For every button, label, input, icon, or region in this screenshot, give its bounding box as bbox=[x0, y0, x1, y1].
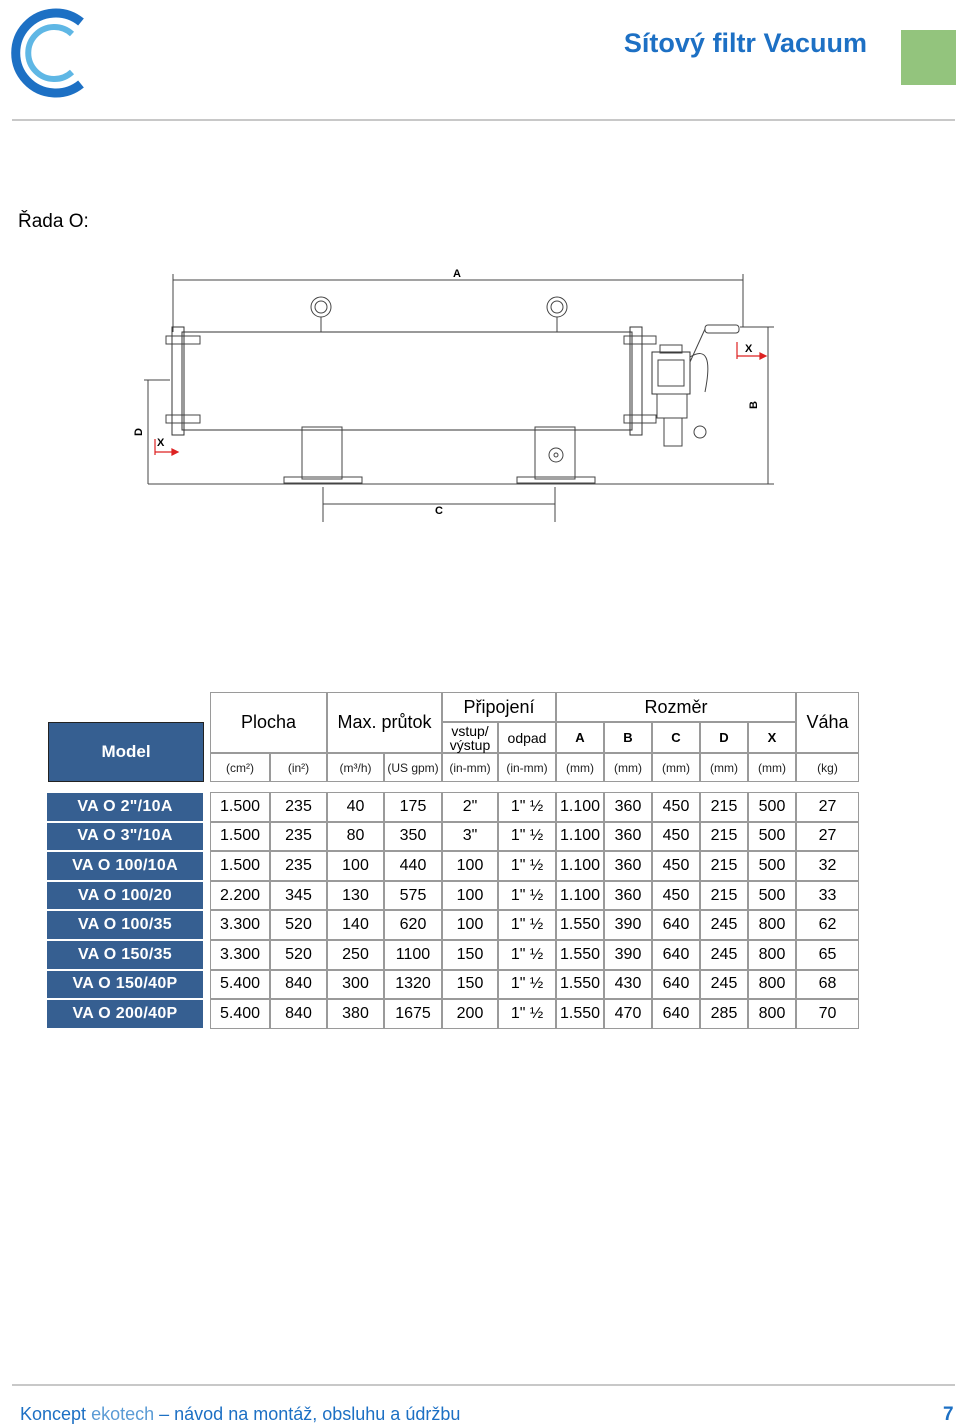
table-cell: 640 bbox=[652, 970, 700, 1000]
dim-label-a: A bbox=[453, 268, 461, 280]
table-cell: 215 bbox=[700, 792, 748, 822]
table-cell: 500 bbox=[748, 881, 796, 911]
header-pripojeni: Připojení bbox=[442, 692, 556, 722]
table-cell: 3" bbox=[442, 822, 498, 852]
table-cell: 1" ½ bbox=[498, 881, 556, 911]
table-cell: 520 bbox=[270, 940, 327, 970]
table-cell: 215 bbox=[700, 822, 748, 852]
table-cell: 2" bbox=[442, 792, 498, 822]
table-cell: 500 bbox=[748, 851, 796, 881]
table-cell: 200 bbox=[442, 999, 498, 1029]
unit-cell: (mm) bbox=[700, 753, 748, 782]
unit-cell: (mm) bbox=[652, 753, 700, 782]
table-cell: 235 bbox=[270, 851, 327, 881]
table-cell: 140 bbox=[327, 910, 384, 940]
unit-cell: (in-mm) bbox=[442, 753, 498, 782]
model-cell: VA O 3"/10A bbox=[46, 822, 204, 852]
table-cell: 575 bbox=[384, 881, 442, 911]
table-cell: 390 bbox=[604, 910, 652, 940]
model-cell: VA O 150/40P bbox=[46, 970, 204, 1000]
table-cell: 100 bbox=[442, 851, 498, 881]
dim-label-x-left: X bbox=[157, 437, 165, 449]
table-cell: 390 bbox=[604, 940, 652, 970]
table-cell: 450 bbox=[652, 822, 700, 852]
model-cell: VA O 100/35 bbox=[46, 910, 204, 940]
table-cell: 1.100 bbox=[556, 851, 604, 881]
dim-label-b: B bbox=[748, 401, 760, 409]
table-cell: 300 bbox=[327, 970, 384, 1000]
table-cell: 1" ½ bbox=[498, 792, 556, 822]
unit-cell: (m³/h) bbox=[327, 753, 384, 782]
table-cell: 360 bbox=[604, 881, 652, 911]
header-dim-b: B bbox=[604, 722, 652, 753]
table-cell: 250 bbox=[327, 940, 384, 970]
table-cell: 100 bbox=[442, 910, 498, 940]
table-cell: 1.100 bbox=[556, 881, 604, 911]
header-vaha: Váha bbox=[796, 692, 859, 753]
table-cell: 1" ½ bbox=[498, 940, 556, 970]
table-cell: 620 bbox=[384, 910, 442, 940]
table-cell: 1.550 bbox=[556, 970, 604, 1000]
unit-cell: (in²) bbox=[270, 753, 327, 782]
footer-text bbox=[20, 1404, 460, 1425]
table-cell: 1" ½ bbox=[498, 999, 556, 1029]
header-dim-d: D bbox=[700, 722, 748, 753]
table-cell: 360 bbox=[604, 822, 652, 852]
table-cell: 450 bbox=[652, 851, 700, 881]
header-prutok: Max. průtok bbox=[327, 692, 442, 753]
table-cell: 62 bbox=[796, 910, 859, 940]
table-cell: 3.300 bbox=[210, 940, 270, 970]
table-cell: 520 bbox=[270, 910, 327, 940]
table-cell: 215 bbox=[700, 881, 748, 911]
table-cell: 360 bbox=[604, 792, 652, 822]
table-cell: 640 bbox=[652, 940, 700, 970]
model-cell: VA O 2"/10A bbox=[46, 792, 204, 822]
unit-cell: (mm) bbox=[748, 753, 796, 782]
model-column-header: Model bbox=[48, 722, 204, 782]
unit-cell: (mm) bbox=[556, 753, 604, 782]
table-cell: 1.550 bbox=[556, 999, 604, 1029]
table-cell: 245 bbox=[700, 940, 748, 970]
header-plocha: Plocha bbox=[210, 692, 327, 753]
table-cell: 245 bbox=[700, 910, 748, 940]
table-cell: 800 bbox=[748, 970, 796, 1000]
unit-cell: (US gpm) bbox=[384, 753, 442, 782]
table-cell: 1.550 bbox=[556, 910, 604, 940]
filter-technical-drawing bbox=[130, 262, 780, 527]
specification-table bbox=[46, 692, 859, 1030]
table-cell: 27 bbox=[796, 792, 859, 822]
table-cell: 1" ½ bbox=[498, 822, 556, 852]
table-cell: 1" ½ bbox=[498, 910, 556, 940]
model-cell: VA O 100/10A bbox=[46, 851, 204, 881]
table-cell: 32 bbox=[796, 851, 859, 881]
header-divider bbox=[12, 119, 955, 121]
table-cell: 100 bbox=[442, 881, 498, 911]
footer-description: – návod na montáž, obsluhu a údržbu bbox=[159, 1404, 461, 1424]
header-vstup-vystup: vstup/ výstup bbox=[442, 722, 498, 753]
table-cell: 500 bbox=[748, 792, 796, 822]
table-cell: 150 bbox=[442, 970, 498, 1000]
table-cell: 150 bbox=[442, 940, 498, 970]
table-cell: 840 bbox=[270, 970, 327, 1000]
table-cell: 40 bbox=[327, 792, 384, 822]
table-cell: 1.500 bbox=[210, 792, 270, 822]
table-cell: 840 bbox=[270, 999, 327, 1029]
table-cell: 800 bbox=[748, 910, 796, 940]
table-cell: 360 bbox=[604, 851, 652, 881]
footer-brand-part2: ekotech bbox=[91, 1404, 155, 1424]
header-dim-c: C bbox=[652, 722, 700, 753]
table-cell: 350 bbox=[384, 822, 442, 852]
table-cell: 235 bbox=[270, 792, 327, 822]
header-odpad: odpad bbox=[498, 722, 556, 753]
table-cell: 800 bbox=[748, 999, 796, 1029]
dim-label-x-right: X bbox=[745, 343, 753, 355]
company-logo bbox=[4, 4, 90, 102]
header-dim-a: A bbox=[556, 722, 604, 753]
table-cell: 440 bbox=[384, 851, 442, 881]
table-cell: 245 bbox=[700, 970, 748, 1000]
unit-cell: (cm²) bbox=[210, 753, 270, 782]
table-cell: 2.200 bbox=[210, 881, 270, 911]
table-cell: 640 bbox=[652, 910, 700, 940]
table-cell: 1" ½ bbox=[498, 851, 556, 881]
footer-divider bbox=[12, 1384, 955, 1386]
table-cell: 380 bbox=[327, 999, 384, 1029]
table-cell: 1.550 bbox=[556, 940, 604, 970]
header-rozmer: Rozměr bbox=[556, 692, 796, 722]
dim-label-d: D bbox=[133, 428, 145, 436]
table-cell: 5.400 bbox=[210, 999, 270, 1029]
table-cell: 175 bbox=[384, 792, 442, 822]
table-cell: 450 bbox=[652, 881, 700, 911]
table-cell: 1.500 bbox=[210, 851, 270, 881]
table-cell: 430 bbox=[604, 970, 652, 1000]
table-cell: 1100 bbox=[384, 940, 442, 970]
table-cell: 500 bbox=[748, 822, 796, 852]
table-cell: 470 bbox=[604, 999, 652, 1029]
table-cell: 70 bbox=[796, 999, 859, 1029]
header-accent-box bbox=[901, 30, 956, 85]
table-cell: 65 bbox=[796, 940, 859, 970]
header-dim-x: X bbox=[748, 722, 796, 753]
footer-brand-part1: Koncept bbox=[20, 1404, 87, 1424]
section-label: Řada O: bbox=[18, 211, 89, 232]
table-cell: 68 bbox=[796, 970, 859, 1000]
table-cell: 1.100 bbox=[556, 822, 604, 852]
table-cell: 33 bbox=[796, 881, 859, 911]
table-cell: 3.300 bbox=[210, 910, 270, 940]
model-cell: VA O 200/40P bbox=[46, 999, 204, 1029]
page-number: 7 bbox=[943, 1404, 954, 1425]
unit-cell: (kg) bbox=[796, 753, 859, 782]
table-cell: 345 bbox=[270, 881, 327, 911]
table-cell: 1.100 bbox=[556, 792, 604, 822]
table-cell: 1.500 bbox=[210, 822, 270, 852]
table-cell: 27 bbox=[796, 822, 859, 852]
table-cell: 640 bbox=[652, 999, 700, 1029]
table-cell: 1675 bbox=[384, 999, 442, 1029]
table-cell: 215 bbox=[700, 851, 748, 881]
table-cell: 5.400 bbox=[210, 970, 270, 1000]
table-cell: 1320 bbox=[384, 970, 442, 1000]
table-cell: 285 bbox=[700, 999, 748, 1029]
table-cell: 450 bbox=[652, 792, 700, 822]
table-cell: 80 bbox=[327, 822, 384, 852]
table-cell: 800 bbox=[748, 940, 796, 970]
table-cell: 100 bbox=[327, 851, 384, 881]
page-title: Sítový filtr Vacuum bbox=[623, 28, 867, 58]
table-cell: 235 bbox=[270, 822, 327, 852]
table-cell: 1" ½ bbox=[498, 970, 556, 1000]
unit-cell: (mm) bbox=[604, 753, 652, 782]
unit-cell: (in-mm) bbox=[498, 753, 556, 782]
model-cell: VA O 150/35 bbox=[46, 940, 204, 970]
dim-label-c: C bbox=[435, 505, 443, 517]
model-cell: VA O 100/20 bbox=[46, 881, 204, 911]
table-cell: 130 bbox=[327, 881, 384, 911]
